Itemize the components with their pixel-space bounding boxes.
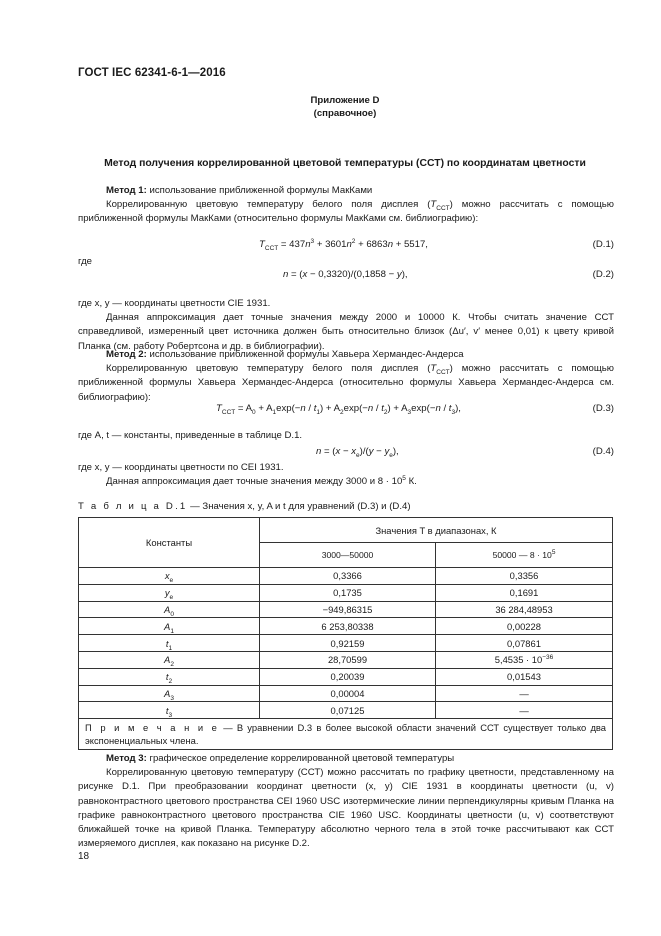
- method2-where1: где A, t — константы, приведенные в таблице D.1.: [78, 430, 303, 441]
- table-caption-prefix: Т а б л и ц а D.1: [78, 501, 188, 512]
- value-range2: 0,01543: [436, 668, 613, 685]
- document-header: ГОСТ IEC 62341-6-1—2016: [78, 67, 226, 79]
- constant-name: $A_0$: [79, 601, 260, 618]
- value-range1: 0,00004: [260, 685, 436, 702]
- table-note: П р и м е ч а н и е — В уравнении D.3 в более высокой области значений ССТ существует только два экспоненциальных члена.: [79, 719, 613, 750]
- constant-name: $A_1$: [79, 618, 260, 635]
- appendix-title: Приложение D: [310, 95, 380, 106]
- table-row: [79, 568, 613, 585]
- value-range1: 0,92159: [260, 635, 436, 652]
- value-range2: 36 284,48953: [436, 601, 613, 618]
- method1-text-a: Коррелированную цветовую температуру белого поля дисплея (: [106, 199, 431, 211]
- table-row: [79, 584, 613, 601]
- equation-d3: $T_{CCT} = A_0 + A_1\exp(-n / t_1) + A_2\exp(-n / t_2) + A_3\exp(-n / t_3)$, (D.3): [216, 403, 614, 416]
- equation-d2: n = (x − 0,3320)/(0,1858 − y), (D.2): [283, 269, 614, 280]
- constant-name: $y_e$: [79, 584, 260, 601]
- method1-accuracy: Данная аппроксимация дает точные значения между 2000 и 10000 К. Чтобы считать значение ССТ справедливой, измеренный цвет источника должен быть относительно близок (Δu′, v′ менее 0,01) к цвету кривой Планка (см. работу Робертсона и др. в библиографии).: [78, 312, 614, 352]
- method1-text-b: ) можно рассчитать с помощью приближенной формулы МакКами (относительно формулы МакКами см. библиографию):: [78, 199, 614, 225]
- method2-text-b: ) можно рассчитать с помощью приближенной формулы Хавьера Хермандес-Андерса (относительно формулы Хавьера Хермандес-Андерса см. библиографию):: [78, 363, 614, 403]
- table-row: [79, 618, 613, 635]
- table-row: [79, 685, 613, 702]
- constant-name: $x_e$: [79, 568, 260, 585]
- table-row: [79, 702, 613, 719]
- page-number: 18: [78, 851, 90, 862]
- method1-block: Метод 1: использование приближенной формулы МакКами Коррелированную цветовую температуру белого поля дисплея $(T_{CCT})$ можно рассчитать с помощью приближенной формулы МакКами (относительно формулы МакКами см. библиографию):: [78, 185, 614, 225]
- where-word: где: [78, 256, 93, 267]
- method2-accuracy: Данная аппроксимация дает точные значения между 3000 и $8 \cdot 10^5$ К.: [106, 474, 417, 487]
- header-range1: 3000—50000: [260, 543, 436, 568]
- method1-where: где x, y — координаты цветности CIE 1931.: [78, 298, 271, 309]
- header-constants: Константы: [79, 518, 260, 568]
- value-range2: 0,00228: [436, 618, 613, 635]
- value-range1: 0,07125: [260, 702, 436, 719]
- method1-label: Метод 1:: [106, 185, 147, 196]
- value-range1: −949,86315: [260, 601, 436, 618]
- table-row: [79, 651, 613, 668]
- constants-table: [78, 517, 613, 750]
- table-row: [79, 635, 613, 652]
- equation-d1-number: (D.1): [592, 239, 614, 250]
- method2-label: Метод 2:: [106, 349, 147, 360]
- equation-d4: $n = (x - x_e)/(y - y_e)$, (D.4): [316, 446, 614, 459]
- value-range2: 0,1691: [436, 584, 613, 601]
- method2-block: Метод 2: использование приближенной формулы Хавьера Хермандес-Андерса Коррелированную цветовую температуру белого поля дисплея $(T_{CCT})$ можно рассчитать с помощью приближенной формулы Хавьера Хермандес-Андерса (относительно формулы Хавьера Хермандес-Андерса см. библиографию):: [78, 349, 614, 403]
- constant-name: $A_3$: [79, 685, 260, 702]
- constant-name: $t_3$: [79, 702, 260, 719]
- appendix-subtitle: (справочное): [313, 108, 377, 119]
- header-values: Значения T в диапазонах, К: [260, 518, 613, 543]
- value-range2: 0,07861: [436, 635, 613, 652]
- value-range1: 6 253,80338: [260, 618, 436, 635]
- method1-label-text: использование приближенной формулы МакКами: [146, 185, 373, 196]
- constant-name: $t_1$: [79, 635, 260, 652]
- method3-block: [78, 752, 614, 851]
- table-caption: [78, 501, 411, 512]
- method3-label-text: графическое определение коррелированной цветовой температуры: [146, 753, 455, 764]
- value-range2: —: [436, 685, 613, 702]
- method2-where2: где x, y — координаты цветности по CEI 1931.: [78, 462, 284, 473]
- constant-name: $t_2$: [79, 668, 260, 685]
- method3-text: Коррелированную цветовую температуру (ССТ) можно рассчитать по графику цветности, представленному на рисунке D.1. При преобразовании координат цветности (x, y) CIE 1931 в координаты цветности (u, v) равноконтрастного цветового пространства CEI 1960 USC изотермические линии перпендикулярны кривым Планка на графике равноконтрастного цветового пространства CIE 1960 USC. Координаты цветности (u, v) соответствуют ближайшей точке на кривой Планка. Температуру абсолютно черного тела в этой точке рассчитывают как ССТ измеряемого дисплея, как показано на рисунке D.2.: [78, 767, 614, 850]
- value-range1: 0,1735: [260, 584, 436, 601]
- equation-d4-number: (D.4): [592, 446, 614, 457]
- method2-label-text: использование приближенной формулы Хавьера Хермандес-Андерса: [146, 349, 464, 360]
- equation-d2-number: (D.2): [592, 269, 614, 280]
- constant-name: $A_2$: [79, 651, 260, 668]
- value-range1: 0,20039: [260, 668, 436, 685]
- equation-d3-number: (D.3): [592, 403, 614, 414]
- table-caption-text: — Значения x, y, A и t для уравнений (D.3) и (D.4): [187, 501, 411, 512]
- value-range2: $5,4535 \cdot 10^{-36}$: [436, 651, 613, 668]
- value-range2: —: [436, 702, 613, 719]
- method3-label: Метод 3:: [106, 753, 147, 764]
- value-range2: 0,3356: [436, 568, 613, 585]
- table-row: [79, 668, 613, 685]
- equation-d1: $T_{CCT} = 437n^3 + 3601n^2 + 6863n + 5517$, (D.1): [259, 237, 614, 252]
- method1-notes: [78, 297, 614, 354]
- value-range1: 28,70599: [260, 651, 436, 668]
- method2-text-a: Коррелированную цветовую температуру белого поля дисплея (: [106, 363, 431, 375]
- header-range2: 50000 — $8 \cdot 10^5$: [436, 543, 613, 568]
- section-title: Метод получения коррелированной цветовой температуры (ССТ) по координатам цветности: [104, 158, 586, 169]
- table-row: [79, 601, 613, 618]
- value-range1: 0,3366: [260, 568, 436, 585]
